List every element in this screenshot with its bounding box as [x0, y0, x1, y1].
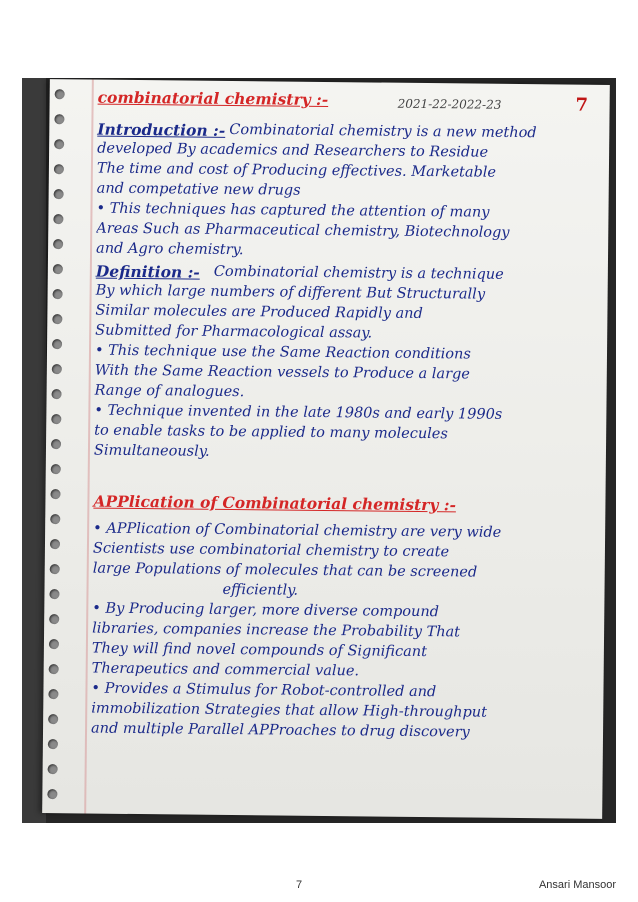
binder-hole	[53, 239, 63, 249]
definition-line: With the Same Reaction vessels to Produce a large	[94, 362, 470, 383]
definition-line: Range of analogues.	[94, 382, 245, 401]
application-line: libraries, companies increase the Probability That	[92, 620, 461, 641]
handwritten-notes	[90, 80, 604, 819]
binder-hole	[50, 489, 60, 499]
binder-hole	[53, 214, 63, 224]
definition-line: Simultaneously.	[93, 442, 210, 460]
introduction-line: Areas Such as Pharmaceutical chemistry, Biotechnology	[96, 220, 510, 241]
introduction-line: developed By academics and Researchers to Residue	[97, 140, 489, 161]
binder-hole	[54, 189, 64, 199]
binder-hole	[54, 164, 64, 174]
binder-hole	[52, 364, 62, 374]
notebook-page	[42, 79, 610, 819]
binder-hole	[53, 289, 63, 299]
binder-hole	[49, 589, 59, 599]
page-title: combinatorial chemistry :-	[97, 87, 329, 110]
binder-hole	[51, 414, 61, 424]
notebook-page-number: 7	[575, 94, 589, 116]
definition-line: • This technique use the Same Reaction conditions	[94, 342, 471, 363]
application-line: Therapeutics and commercial value.	[91, 660, 360, 680]
notes-date: 2021-22-2022-23	[397, 96, 502, 112]
application-line: They will find novel compounds of Significant	[91, 640, 428, 661]
introduction-line: • This techniques has captured the attention of many	[96, 200, 490, 221]
binder-hole	[48, 764, 58, 774]
binder-hole	[55, 89, 65, 99]
application-heading: APPlication of Combinatorial chemistry :-	[93, 491, 457, 515]
binder-hole	[49, 639, 59, 649]
introduction-line: and competative new drugs	[96, 180, 301, 199]
footer-author: Ansari Mansoor	[538, 879, 616, 891]
application-line: large Populations of molecules that can be screened	[92, 560, 478, 581]
definition-heading: Definition :-	[95, 261, 200, 282]
application-line: and multiple Parallel APProaches to drug discovery	[90, 720, 470, 741]
introduction-line: The time and cost of Producing effectives. Marketable	[96, 160, 497, 181]
application-line: immobilization Strategies that allow High-throughput	[91, 700, 488, 721]
definition-line: By which large numbers of different But Structurally	[95, 282, 486, 303]
binder-hole	[51, 439, 61, 449]
definition-line: to enable tasks to be applied to many molecules	[94, 422, 448, 443]
binder-hole	[52, 389, 62, 399]
binder-hole	[50, 564, 60, 574]
binder-hole	[52, 339, 62, 349]
binder-hole	[50, 514, 60, 524]
application-line: • By Producing larger, more diverse compound	[92, 600, 440, 621]
introduction-line: Combinatorial chemistry is a new method	[229, 121, 537, 142]
binder-hole	[50, 539, 60, 549]
binder-hole	[48, 689, 58, 699]
footer-page-number: 7	[296, 879, 303, 891]
binder-hole	[48, 739, 58, 749]
binder-hole	[52, 314, 62, 324]
notebook-photo	[22, 78, 616, 823]
definition-line: Combinatorial chemistry is a technique	[213, 263, 504, 283]
application-line: • Provides a Stimulus for Robot-controlled and	[91, 680, 437, 701]
introduction-heading: Introduction :-	[97, 119, 226, 140]
binder-hole	[54, 114, 64, 124]
application-line: • APPlication of Combinatorial chemistry are very wide	[93, 520, 502, 541]
definition-line: Submitted for Pharmacological assay.	[95, 322, 373, 342]
introduction-line: and Agro chemistry.	[96, 240, 244, 259]
definition-line: Similar molecules are Produced Rapidly and	[95, 302, 423, 323]
binder-hole	[53, 264, 63, 274]
application-line: efficiently.	[222, 581, 299, 599]
application-line: Scientists use combinatorial chemistry to create	[92, 540, 450, 561]
binder-hole	[49, 614, 59, 624]
binder-hole	[49, 664, 59, 674]
binder-hole	[47, 789, 57, 799]
binder-hole	[51, 464, 61, 474]
definition-line: • Technique invented in the late 1980s and early 1990s	[94, 402, 503, 423]
binder-hole	[54, 139, 64, 149]
binder-hole	[48, 714, 58, 724]
